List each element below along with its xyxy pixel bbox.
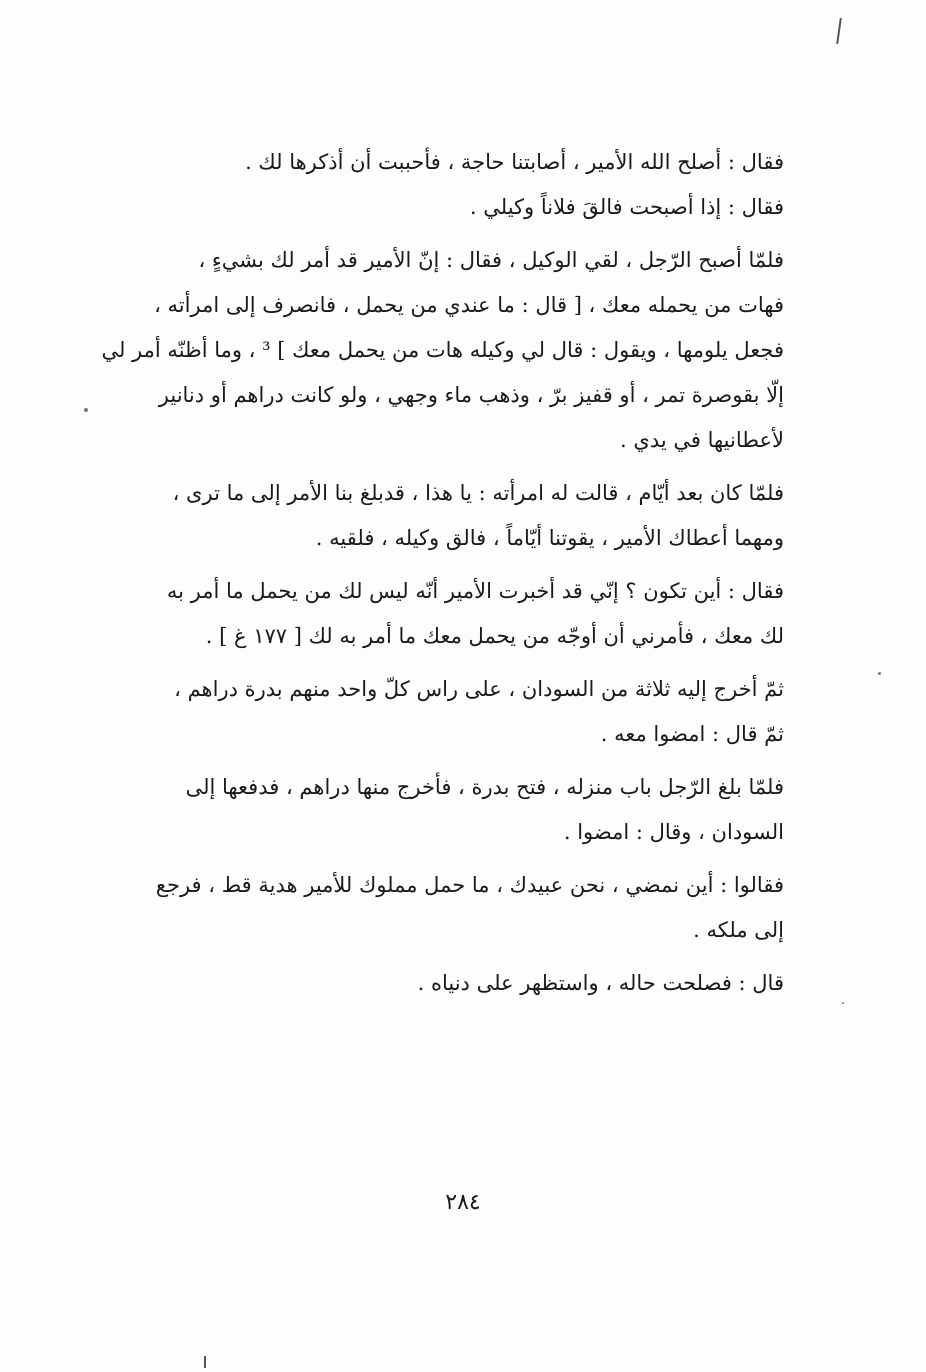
text-line: فجعل يلومها ، ويقول : قال لي وكيله هات من يحمل معك ] ³ ، وما أظنّه أمر لي	[101, 338, 784, 362]
scan-speck	[84, 408, 88, 412]
text-line: لك معك ، فأمرني أن أوجّه من يحمل معك ما أمر به لك [ ١٧٧ غ ] .	[205, 624, 784, 648]
page-number: ٢٨٤	[445, 1190, 481, 1215]
text-line: ثمّ أخرج إليه ثلاثة من السودان ، على راس كلّ واحد منهم بدرة دراهم ،	[174, 677, 784, 701]
text-line: ثمّ قال : امضوا معه .	[600, 722, 784, 746]
text-line: فقالوا : أين نمضي ، نحن عبيدك ، ما حمل مملوك للأمير هدية قط ، فرجع	[155, 873, 784, 897]
text-line: قال : فصلحت حاله ، واستظهر على دنياه .	[417, 971, 784, 995]
text-line: فلمّا بلغ الرّجل باب منزله ، فتح بدرة ، فأخرج منها دراهم ، فدفعها إلى	[185, 775, 784, 799]
text-line: فلمّا كان بعد أيّام ، قالت له امرأته : يا هذا ، قدبلغ بنا الأمر إلى ما ترى ،	[172, 481, 784, 505]
text-line: فقال : أين تكون ؟ إنّي قد أخبرت الأمير أنّه ليس لك من يحمل ما أمر به	[166, 579, 784, 603]
scan-speck	[842, 1002, 844, 1004]
text-line: لأعطانيها في يدي .	[620, 428, 784, 452]
text-line: فقال : إذا أصبحت فالقَ فلاناً وكيلي .	[469, 195, 784, 219]
body-text	[101, 140, 784, 1006]
text-line: السودان ، وقال : امضوا .	[563, 820, 784, 844]
text-line: فهات من يحمله معك ، [ قال : ما عندي من يحمل ، فانصرف إلى امرأته ،	[154, 293, 784, 317]
scan-mark	[836, 18, 841, 44]
scan-speck	[878, 672, 881, 675]
text-line: ومهما أعطاك الأمير ، يقوتنا أيّاماً ، فالق وكيله ، فلقيه .	[315, 526, 784, 550]
text-line: إلى ملكه .	[693, 918, 784, 942]
text-line: فقال : أصلح الله الأمير ، أصابتنا حاجة ، فأحببت أن أذكرها لك .	[245, 150, 784, 174]
scan-mark	[204, 1356, 206, 1368]
text-line: فلمّا أصبح الرّجل ، لقي الوكيل ، فقال : إنّ الأمير قد أمر لك بشيءٍ ،	[198, 248, 784, 272]
text-line: إلّا بقوصرة تمر ، أو قفيز برّ ، وذهب ماء وجهي ، ولو كانت دراهم أو دنانير	[158, 383, 784, 407]
